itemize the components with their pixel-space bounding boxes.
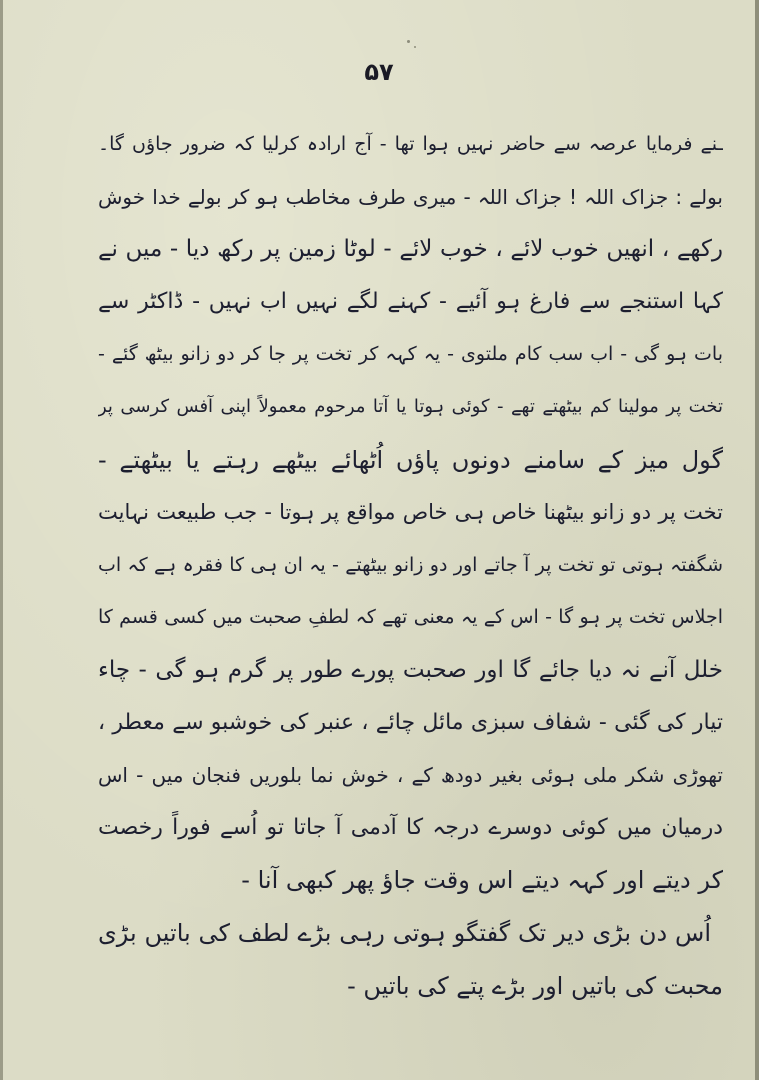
page-number: ۵۷ — [364, 58, 394, 86]
text-line: تیار کی گئی - شفاف سبزی مائل چائے ، عنبر کی خوشبو سے معطر ، — [98, 709, 723, 735]
text-line: تھوڑی شکر ملی ہوئی بغیر دودھ کے ، خوش نما بلوریں فنجان میں - اس — [98, 763, 723, 788]
text-line: محبت کی باتیں اور بڑے پتے کی باتیں - — [347, 971, 723, 1000]
text-line: شگفتہ ہوتی تو تخت پر آ جاتے اور دو زانو بیٹھتے - یہ ان ہی کا فقرہ ہے کہ اب — [98, 553, 723, 576]
text-line: تخت پر دو زانو بیٹھنا خاص ہی خاص مواقع پر ہوتا - جب طبیعت نہایت — [98, 500, 723, 525]
text-line: ـنے فرمایا عرصہ سے حاضر نہیں ہوا تھا - آج ارادہ کرلیا کہ ضرور جاؤں گا۔ — [98, 133, 723, 155]
body-text — [98, 118, 723, 1012]
text-line: کر دیتے اور کہہ دیتے اس وقت جاؤ پھر کبھی آنا - — [241, 866, 723, 895]
text-line: اجلاس تخت پر ہو گا - اس کے یہ معنی تھے کہ لطفِ صحبت میں کسی قسم کا — [98, 606, 723, 629]
text-line: تخت پر مولینا کم بیٹھتے تھے - کوئی ہوتا یا آتا مرحوم معمولاً اپنی آفس کرسی پر — [98, 395, 723, 417]
text-line: درمیان میں کوئی دوسرے درجہ کا آدمی آ جاتا تو اُسے فوراً رخصت — [98, 814, 723, 840]
text-line: خلل آنے نہ دیا جائے گا اور صحبت پورے طور پر گرم ہو گی - چاء — [98, 656, 723, 683]
ink-speck — [407, 40, 410, 43]
text-line: اُس دن بڑی دیر تک گفتگو ہوتی رہی بڑے لطف کی باتیں بڑی — [98, 918, 711, 947]
ink-speck — [414, 46, 416, 48]
text-line: رکھے ، انھیں خوب لائے ، خوب لائے - لوٹا زمین پر رکھ دیا - میں نے — [98, 236, 723, 263]
text-line: گول میز کے سامنے دونوں پاؤں اُٹھائے بیٹھے رہتے یا بیٹھتے - — [98, 445, 723, 474]
text-line: بات ہو گی - اب سب کام ملتوی - یہ کہہ کر تخت پر جا کر دو زانو بیٹھ گئے - — [98, 343, 723, 366]
text-line: کہا استنجے سے فارغ ہو آئیے - کہنے لگے نہیں اب نہیں - ڈاکٹر سے — [98, 288, 723, 314]
text-line: بولے : جزاک اللہ ! جزاک اللہ - میری طرف مخاطب ہو کر بولے خدا خوش — [98, 184, 723, 209]
